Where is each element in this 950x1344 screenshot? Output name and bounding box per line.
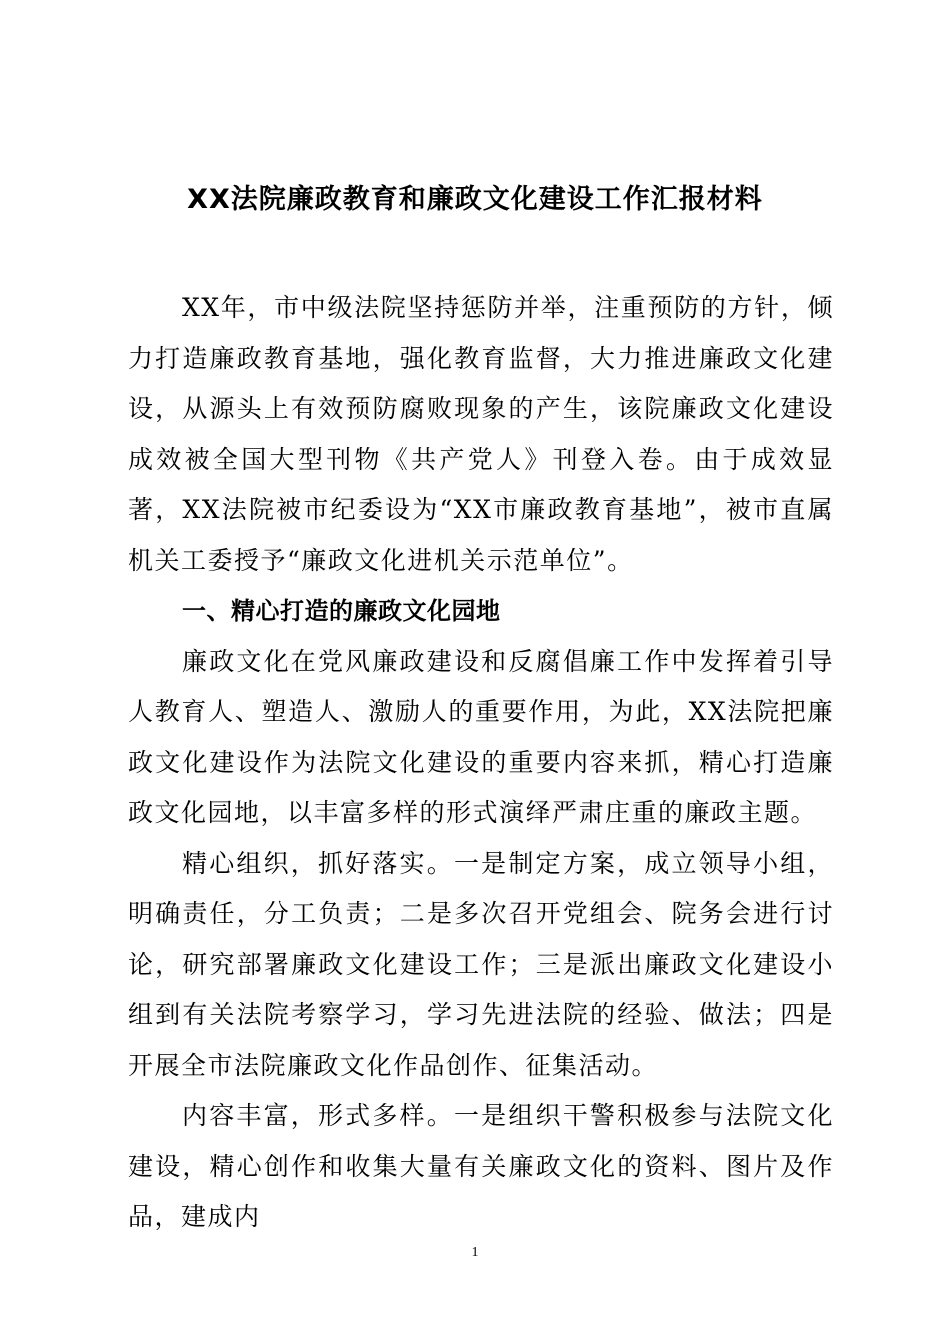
document-body: [128, 283, 834, 1243]
section-heading: 一、精心打造的廉政文化园地: [182, 597, 501, 625]
document-title: XX法院廉政教育和廉政文化建设工作汇报材料: [187, 184, 763, 215]
body-paragraph: 廉政文化在党风廉政建设和反腐倡廉工作中发挥着引导人教育人、塑造人、激励人的重要作用，为此，XX法院把廉政文化建设作为法院文化建设的重要内容来抓，精心打造廉政文化园地，以丰富多样的形式演绎严肃庄重的廉政主题。: [128, 646, 834, 827]
intro-paragraph: XX年，市中级法院坚持惩防并举，注重预防的方针，倾力打造廉政教育基地，强化教育监督，大力推进廉政文化建设，从源头上有效预防腐败现象的产生，该院廉政文化建设成效被全国大型刊物《共产党人》刊登入卷。由于成效显著，XX法院被市纪委设为“XX市廉政教育基地”，被市直属机关工委授予“廉政文化进机关示范单位”。: [128, 293, 834, 575]
body-paragraph: 内容丰富，形式多样。一是组织干警积极参与法院文化建设，精心创作和收集大量有关廉政文化的资料、图片及作品，建成内: [128, 1101, 834, 1231]
page-number: 1: [471, 1245, 479, 1260]
body-paragraph: 精心组织，抓好落实。一是制定方案，成立领导小组，明确责任，分工负责；二是多次召开党组会、院务会进行讨论，研究部署廉政文化建设工作；三是派出廉政文化建设小组到有关法院考察学习，学习先进法院的经验、做法；四是开展全市法院廉政文化作品创作、征集活动。: [128, 848, 834, 1080]
